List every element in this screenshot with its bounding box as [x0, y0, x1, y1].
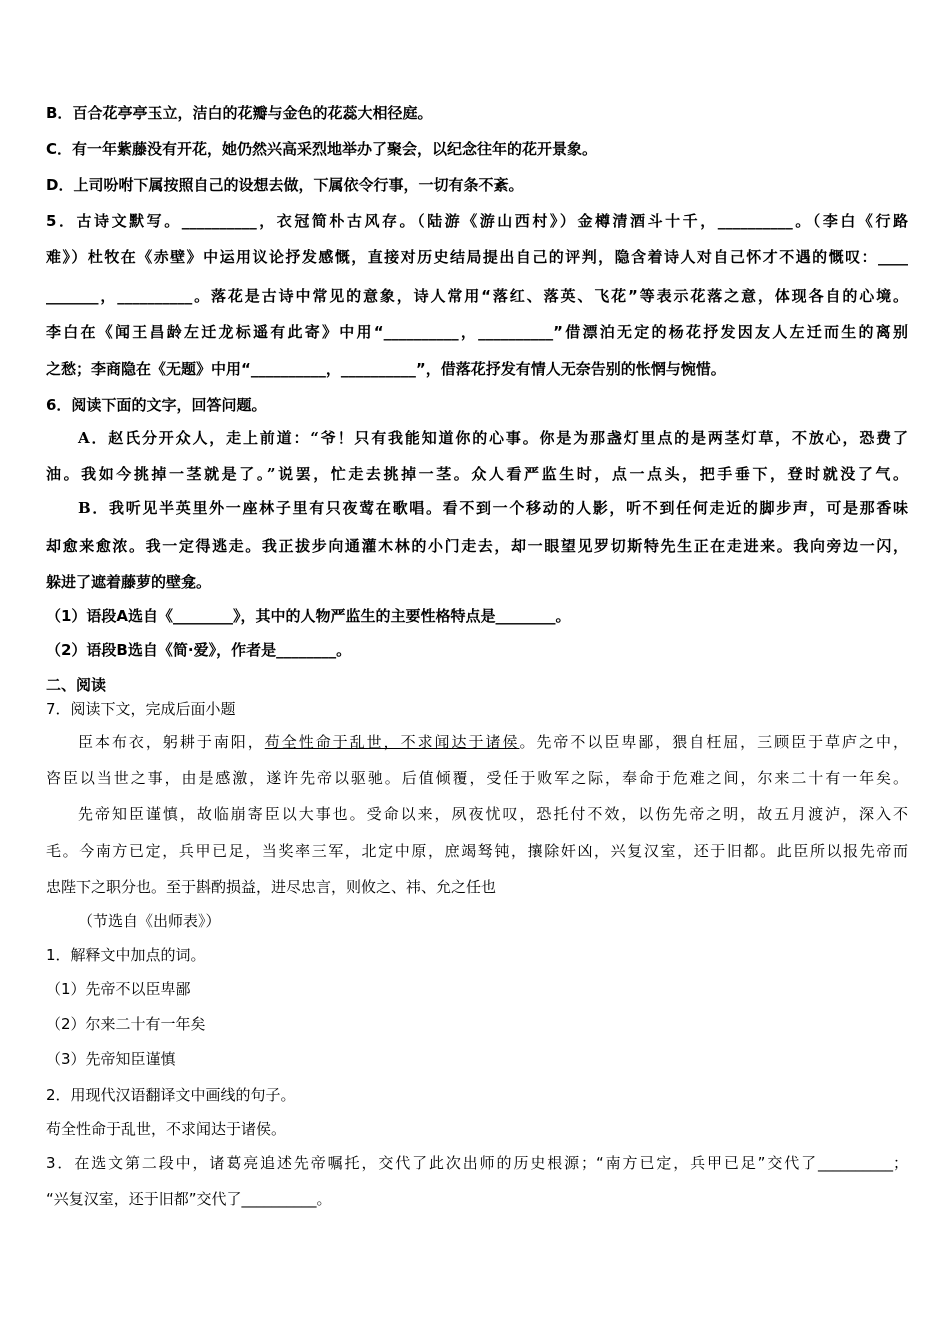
subquestion-1-item: （2）尔来二十有一年矣	[46, 1015, 206, 1033]
subquestion-1-title: 1．解释文中加点的词。	[46, 946, 206, 964]
passage-b-line: B．我听见半英里外一座林子里有只夜莺在歌唱。看不到一个移动的人影，听不到任何走近的脚步声，可是那香味	[78, 499, 908, 517]
subquestion-2-title: 2．用现代汉语翻译文中画线的句子。	[46, 1086, 296, 1104]
passage-line: 先帝知臣谨慎，故临崩寄臣以大事也。受命以来，夙夜忧叹，恐托付不效，以伤先帝之明，故五月渡泸，深入不	[78, 805, 908, 823]
subquestion-1-item: （3）先帝知臣谨慎	[46, 1050, 176, 1068]
subquestion-2-sentence: 苟全性命于乱世，不求闻达于诸侯。	[46, 1120, 287, 1138]
option-d	[46, 175, 908, 195]
question-7-title: 7．阅读下文，完成后面小题	[46, 700, 236, 718]
section-heading: 二、阅读	[46, 676, 107, 694]
passage-b-line: 躲进了遮着藤萝的壁龛。	[46, 573, 212, 591]
option-label: C．	[46, 140, 73, 158]
passage-line	[78, 732, 908, 752]
passage-b-line: 却愈来愈浓。我一定得逃走。我正拔步向通灌木林的小门走去，却一眼望见罗切斯特先生正在走进来。我向旁边一闪，	[46, 537, 908, 555]
option-text: 百合花亭亭玉立，洁白的花瓣与金色的花蕊大相径庭。	[72, 104, 433, 122]
subquestion-1-item: （1）先帝不以臣卑鄙	[46, 980, 191, 998]
question-5-line: 之愁；李商隐在《无题》中用“__________，__________”，借落花抒发有情人无奈告别的怅惘与惋惜。	[46, 360, 726, 378]
passage-line: 咨臣以当世之事，由是感激，遂许先帝以驱驰。后值倾覆，受任于败军之际，奉命于危难之间，尔来二十有一年矣。	[46, 769, 908, 787]
passage-source: （节选自《出师表》）	[78, 912, 221, 930]
subquestion-3-line: 3．在选文第二段中，诸葛亮追述先帝嘱托，交代了此次出师的历史根源；“南方已定，兵甲已足”交代了__________；	[46, 1154, 908, 1172]
passage-text: 。先帝不以臣卑鄙，猥自枉屈，三顾臣于草庐之中，	[519, 733, 908, 751]
option-text: 有一年紫藤没有开花，她仍然兴高采烈地举办了聚会，以纪念往年的花开景象。	[72, 140, 598, 158]
underlined-sentence: 苟全性命于乱世，不求闻达于诸侯	[264, 733, 520, 751]
passage-a-line: A．赵氏分开众人，走上前道：“爷！只有我能知道你的心事。你是为那盏灯里点的是两茎灯草，不放心，恐费了	[78, 429, 908, 447]
option-text: 上司吩咐下属按照自己的设想去做，下属依令行事，一切有条不紊。	[73, 176, 524, 194]
option-label: D．	[46, 176, 74, 194]
passage-line: 忠陛下之职分也。至于斟酌损益，进尽忠言，则攸之、祎、允之任也	[46, 878, 497, 896]
question-5-line: 李白在《闻王昌龄左迁龙标遥有此寄》中用“__________，__________”借漂泊无定的杨花抒发因友人左迁而生的离别	[46, 323, 908, 341]
option-b	[46, 103, 908, 123]
option-label: B．	[46, 104, 73, 122]
subquestion-3-line: “兴复汉室，还于旧都”交代了__________。	[46, 1190, 332, 1208]
question-5-line: 5．古诗文默写。__________，衣冠简朴古风存。（陆游《游山西村》）金樽清酒斗十千，__________。（李白《行路	[46, 212, 908, 230]
question-6-title: 6．阅读下面的文字，回答问题。	[46, 396, 267, 414]
passage-a-line: 油。我如今挑掉一茎就是了。”说罢，忙走去挑掉一茎。众人看严监生时，点一点头，把手垂下，登时就没了气。	[46, 465, 908, 483]
option-c	[46, 139, 908, 159]
question-5-line: 难》）杜牧在《赤壁》中运用议论抒发感慨，直接对历史结局提出自己的评判，隐含着诗人对自己怀才不遇的慨叹：____	[46, 248, 908, 266]
passage-text: 臣本布衣，躬耕于南阳，	[78, 733, 265, 751]
question-6-sub1: （1）语段A选自《________》，其中的人物严监生的主要性格特点是________。	[46, 607, 571, 625]
question-6-sub2: （2）语段B选自《简·爱》，作者是________。	[46, 641, 352, 659]
passage-line: 毛。今南方已定，兵甲已足，当奖率三军，北定中原，庶竭驽钝，攘除奸凶，兴复汉室，还于旧都。此臣所以报先帝而	[46, 842, 908, 860]
question-5-line: _______，__________。落花是古诗中常见的意象，诗人常用“落红、落英、飞花”等表示花落之意，体现各自的心境。	[46, 287, 908, 305]
